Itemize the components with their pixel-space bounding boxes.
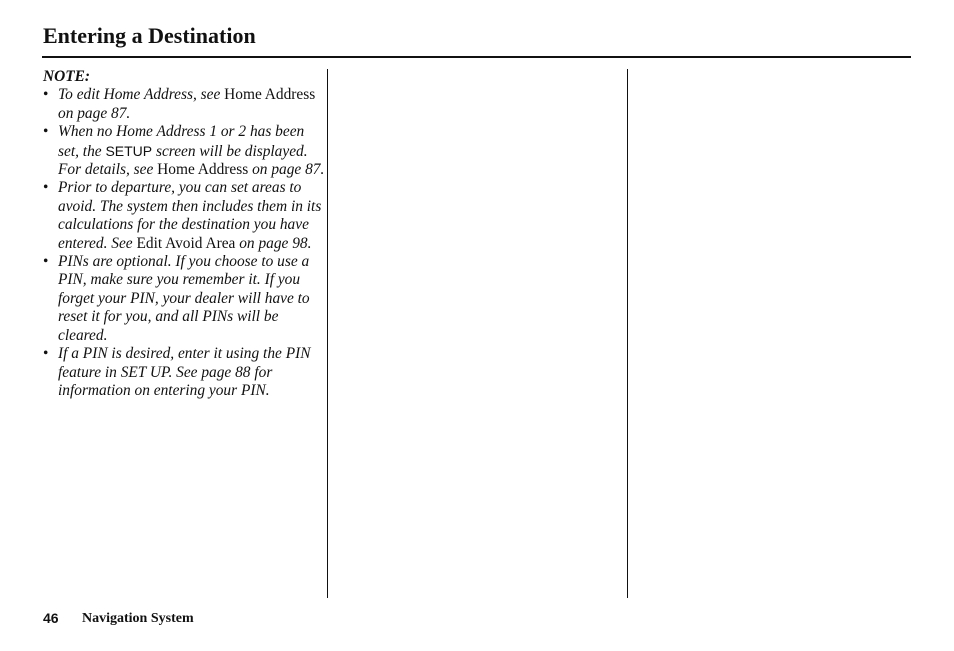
bullet: • bbox=[43, 253, 49, 271]
home-address-reference: Home Address bbox=[224, 86, 316, 104]
edit-avoid-area-reference: Edit Avoid Area bbox=[136, 234, 236, 252]
setup-screen-reference: SETUP bbox=[105, 142, 153, 159]
note-text: Prior to departure, you can set areas to avoid. The system then includes them in its calculations for the destination you have entered. See bbox=[58, 179, 322, 252]
page-number: 46 bbox=[43, 610, 59, 626]
note-text: PINs are optional. If you choose to use a PIN, make sure you remember it. If you forget your PIN, your dealer will have to reset it for you, and all PINs will be cleared. bbox=[58, 253, 310, 344]
home-address-reference: Home Address bbox=[157, 161, 249, 179]
list-item bbox=[43, 345, 325, 400]
bullet: • bbox=[43, 123, 49, 141]
column-divider bbox=[627, 69, 628, 598]
bullet: • bbox=[43, 86, 49, 104]
list-item bbox=[43, 86, 325, 123]
note-text: screen will be displayed. For details, see bbox=[58, 142, 308, 179]
bullet: • bbox=[43, 179, 49, 197]
note-text: If a PIN is desired, enter it using the PIN feature in SET UP. See page 88 for information on entering your PIN. bbox=[58, 345, 311, 399]
list-item bbox=[43, 253, 325, 345]
note-list bbox=[43, 86, 325, 400]
note-text: on page 87. bbox=[58, 104, 131, 122]
note-text: When no Home Address 1 or 2 has been set, the bbox=[58, 123, 305, 160]
list-item bbox=[43, 179, 325, 253]
bullet: • bbox=[43, 345, 49, 363]
page-title: Entering a Destination bbox=[43, 23, 256, 48]
note-text: on page 98. bbox=[235, 234, 312, 252]
note-label: NOTE: bbox=[43, 68, 91, 85]
footer-label: Navigation System bbox=[82, 611, 194, 626]
note-text: on page 87. bbox=[248, 161, 325, 179]
title-rule bbox=[42, 56, 911, 58]
note-text: To edit Home Address, see bbox=[58, 86, 225, 104]
note-block bbox=[43, 68, 325, 400]
list-item bbox=[43, 123, 325, 179]
column-divider bbox=[327, 69, 328, 598]
